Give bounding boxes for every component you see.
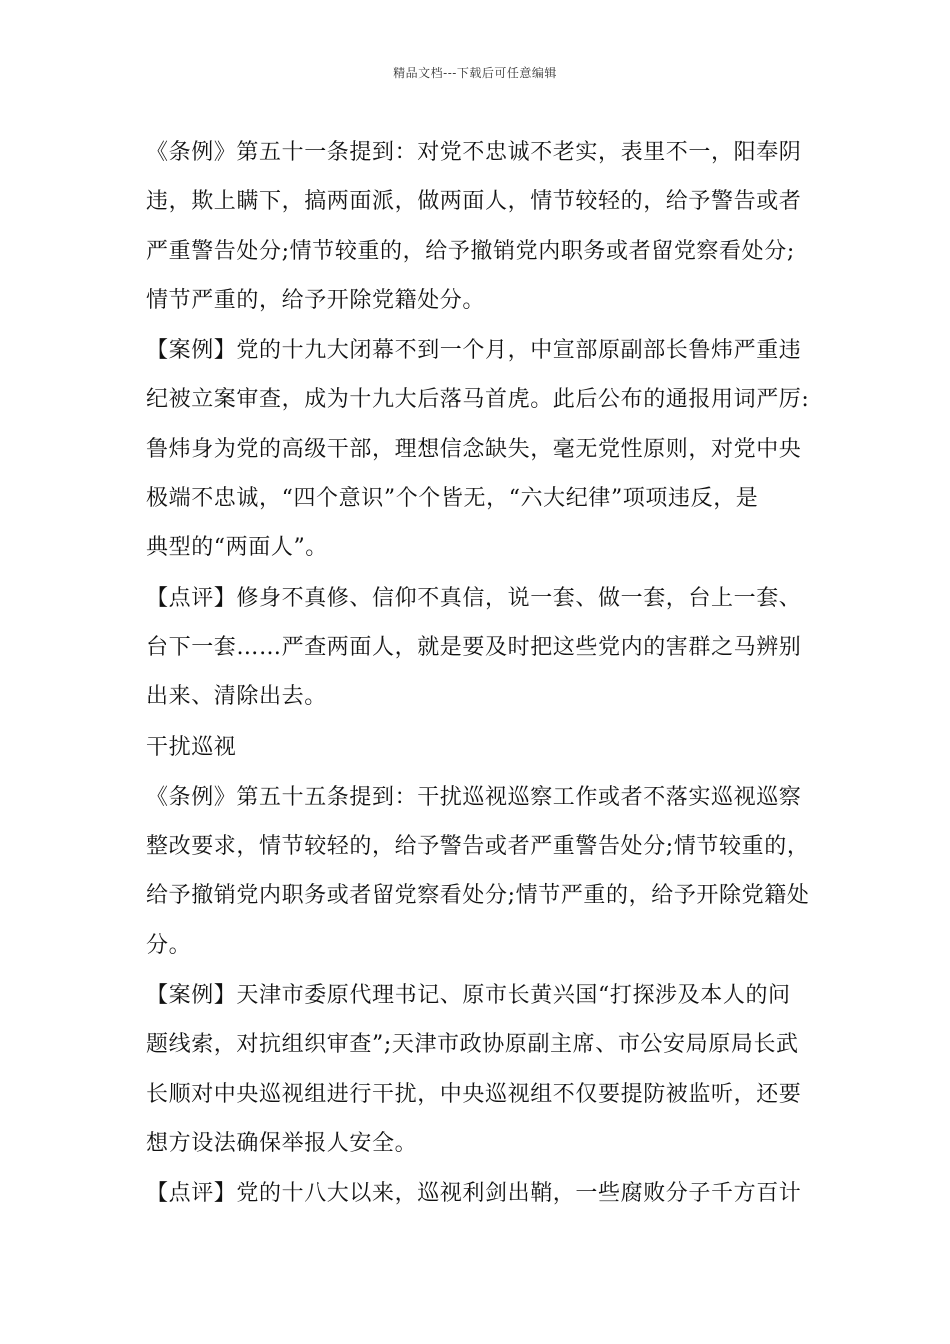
- text-line: 【点评】党的十八大以来，巡视利剑出鞘，一些腐败分子千方百计: [146, 1181, 802, 1207]
- text-line: 【案例】党的十九大闭幕不到一个月，中宣部原副部长鲁炜严重违: [146, 338, 802, 364]
- paragraph-comment-1: [146, 574, 814, 722]
- text-line: 想方设法确保举报人安全。: [146, 1130, 418, 1156]
- text-line: 台下一套……严查两面人，就是要及时把这些党内的害群之马辨别: [146, 634, 802, 660]
- text-line: 极端不忠诚，“四个意识”个个皆无，“六大纪律”项项违反，是: [146, 486, 759, 512]
- paragraph-article-51: [146, 128, 814, 325]
- text-line: 题线索，对抗组织审查”;天津市政协原副主席、市公安局原局长武: [146, 1032, 799, 1058]
- text-line: 典型的“两面人”。: [146, 535, 328, 561]
- page-header-watermark: 精品文档---下载后可任意编辑: [393, 66, 557, 80]
- paragraph-comment-2: [146, 1169, 814, 1218]
- text-line: 纪被立案审查，成为十九大后落马首虎。此后公布的通报用词严厉:: [146, 387, 810, 413]
- text-line: 【点评】修身不真修、信仰不真信，说一套、做一套，台上一套、: [146, 585, 802, 611]
- text-line: 《条例》第五十一条提到：对党不忠诚不老实，表里不一，阳奉阴: [146, 140, 802, 165]
- text-line: 违，欺上瞒下，搞两面派，做两面人，情节较轻的，给予警告或者: [146, 189, 802, 215]
- text-line: 给予撤销党内职务或者留党察看处分;情节严重的，给予开除党籍处: [146, 883, 810, 909]
- section-heading-interfering-inspection: [146, 723, 814, 772]
- section-heading: 干扰巡视: [146, 734, 237, 760]
- text-line: 严重警告处分;情节较重的，给予撤销党内职务或者留党察看处分;: [146, 238, 795, 264]
- text-line: 整改要求，情节较轻的，给予警告或者严重警告处分;情节较重的，: [146, 834, 810, 860]
- text-line: 出来、清除出去。: [146, 684, 327, 710]
- text-line: 分。: [146, 932, 192, 958]
- text-line: 情节严重的，给予开除党籍处分。: [146, 287, 486, 313]
- paragraph-case-lu-wei: [146, 326, 814, 572]
- paragraph-article-55: [146, 773, 814, 970]
- text-line: 【案例】天津市委原代理书记、原市长黄兴国“打探涉及本人的问: [146, 983, 791, 1009]
- document-body: [146, 128, 814, 1220]
- text-line: 《条例》第五十五条提到：干扰巡视巡察工作或者不落实巡视巡察: [146, 784, 802, 810]
- paragraph-case-tianjin: [146, 971, 814, 1168]
- text-line: 鲁炜身为党的高级干部，理想信念缺失，毫无党性原则，对党中央: [146, 436, 802, 462]
- text-line: 长顺对中央巡视组进行干扰，中央巡视组不仅要提防被监听，还要: [146, 1081, 802, 1107]
